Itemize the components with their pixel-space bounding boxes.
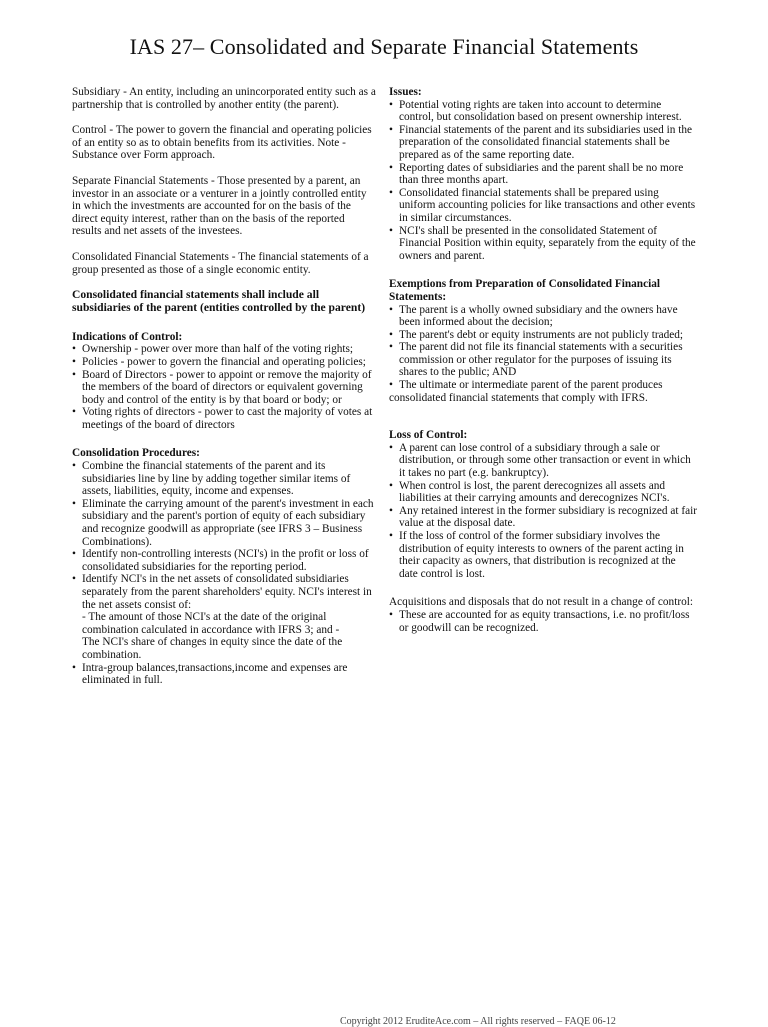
control-list xyxy=(72,343,376,431)
definition-control: Control - The power to govern the financial and operating policies of an entity so as to obtain benefits from its activities. Note - Substance over Form approach. xyxy=(72,124,372,162)
exemptions-list xyxy=(389,304,697,392)
list-item: • The parent's debt or equity instruments are not publicly traded; xyxy=(389,329,697,342)
list-item: • Intra-group balances,transactions,income and expenses are eliminated in full. xyxy=(72,662,376,687)
include-heading: Consolidated financial statements shall include all subsidiaries of the parent (entities controlled by the parent) xyxy=(72,288,366,314)
nci-sub-line: The NCI's share of changes in equity since the date of the combination. xyxy=(82,636,343,661)
exemptions-heading: Exemptions from Preparation of Consolidated Financial Statements: xyxy=(389,278,661,303)
procedures-list xyxy=(72,460,376,687)
list-item: • When control is lost, the parent derecognizes all assets and liabilities at their carrying amounts and derecognizes NCI's. xyxy=(389,480,697,505)
list-item: • Combine the financial statements of the parent and its subsidiaries line by line by adding together similar items of assets, liabilities, equity, income and expenses. xyxy=(72,460,376,498)
definition-consolidated-fs: Consolidated Financial Statements - The financial statements of a group presented as those of a single economic entity. xyxy=(72,250,369,276)
list-item: • If the loss of control of the former subsidiary involves the distribution of equity interests to owners of the parent acting in their capacity as owners, that distribution is recognized at the date control is lost. xyxy=(389,530,697,580)
list-item: • The ultimate or intermediate parent of the parent produces xyxy=(389,379,697,392)
page-title: IAS 27– Consolidated and Separate Financial Statements xyxy=(129,34,639,59)
acquisitions-intro: Acquisitions and disposals that do not result in a change of control: xyxy=(389,596,694,609)
loss-list xyxy=(389,442,697,581)
issues-list xyxy=(389,99,697,263)
exemptions-tail: consolidated financial statements that comply with IFRS. xyxy=(389,391,648,404)
list-item: • Board of Directors - power to appoint or remove the majority of the members of the board of directors or equivalent governing body and control of the entity is by that board or body; or xyxy=(72,369,376,407)
loss-heading: Loss of Control: xyxy=(389,429,468,442)
acquisitions-list xyxy=(389,609,697,634)
nci-item-text: Identify NCI's in the net assets of consolidated subsidiaries separately from the parent shareholders' equity. NCI's interest in the net assets consist of: xyxy=(82,573,372,611)
list-item: • Voting rights of directors - power to cast the majority of votes at meetings of the board of directors xyxy=(72,406,376,431)
list-item-nci xyxy=(72,573,376,661)
list-item: • Policies - power to govern the financial and operating policies; xyxy=(72,356,376,369)
nci-sub-line: - The amount of those NCI's at the date of the original combination calculated in accordance with IFRS 3; and - xyxy=(82,611,340,636)
list-item: • The parent did not file its financial statements with a securities commission or other regulator for the purposes of issuing its shares to the public; AND xyxy=(389,341,697,379)
list-item: • Identify non-controlling interests (NCI's) in the profit or loss of consolidated subsidiaries for the reporting period. xyxy=(72,548,376,573)
list-item: • The parent is a wholly owned subsidiary and the owners have been informed about the decision; xyxy=(389,304,697,329)
list-item: • Financial statements of the parent and its subsidiaries used in the preparation of the consolidated financial statements shall be prepared as of the same reporting date. xyxy=(389,124,697,162)
procedures-heading: Consolidation Procedures: xyxy=(72,447,200,460)
footer-copyright: Copyright 2012 EruditeAce.com – All rights reserved – FAQE 06-12 xyxy=(340,1016,616,1027)
right-column xyxy=(389,86,697,634)
definition-separate-fs: Separate Financial Statements - Those presented by a parent, an investor in an associate or a venturer in a jointly controlled entity in which the investments are accounted for on the basis of the direct equity interest, rather than on the basis of the reported results and net assets of the investees. xyxy=(72,174,367,238)
list-item: • NCI's shall be presented in the consolidated Statement of Financial Position within equity, separately from the equity of the owners and parent. xyxy=(389,225,697,263)
list-item: • Any retained interest in the former subsidiary is recognized at fair value at the disposal date. xyxy=(389,505,697,530)
issues-heading: Issues: xyxy=(389,86,422,98)
list-item: • Eliminate the carrying amount of the parent's investment in each subsidiary and the parent's portion of equity of each subsidiary and recognize goodwill as appropriate (see IFRS 3 – Business Combinations). xyxy=(72,498,376,548)
list-item: • Consolidated financial statements shall be prepared using uniform accounting policies for like transactions and other events in similar circumstances. xyxy=(389,187,697,225)
list-item: • Potential voting rights are taken into account to determine control, but consolidation based on present ownership interest. xyxy=(389,99,697,124)
definition-subsidiary: Subsidiary - An entity, including an unincorporated entity such as a partnership that is controlled by another entity (the parent). xyxy=(72,86,376,111)
left-column xyxy=(72,86,376,687)
list-item: • These are accounted for as equity transactions, i.e. no profit/loss or goodwill can be recognized. xyxy=(389,609,697,634)
list-item: • A parent can lose control of a subsidiary through a sale or distribution, or through some other transaction or event in which it takes no part (e.g. bankruptcy). xyxy=(389,442,697,480)
list-item: • Reporting dates of subsidiaries and the parent shall be no more than three months apart. xyxy=(389,162,697,187)
list-item: • Ownership - power over more than half of the voting rights; xyxy=(72,343,376,356)
control-heading: Indications of Control: xyxy=(72,330,183,343)
